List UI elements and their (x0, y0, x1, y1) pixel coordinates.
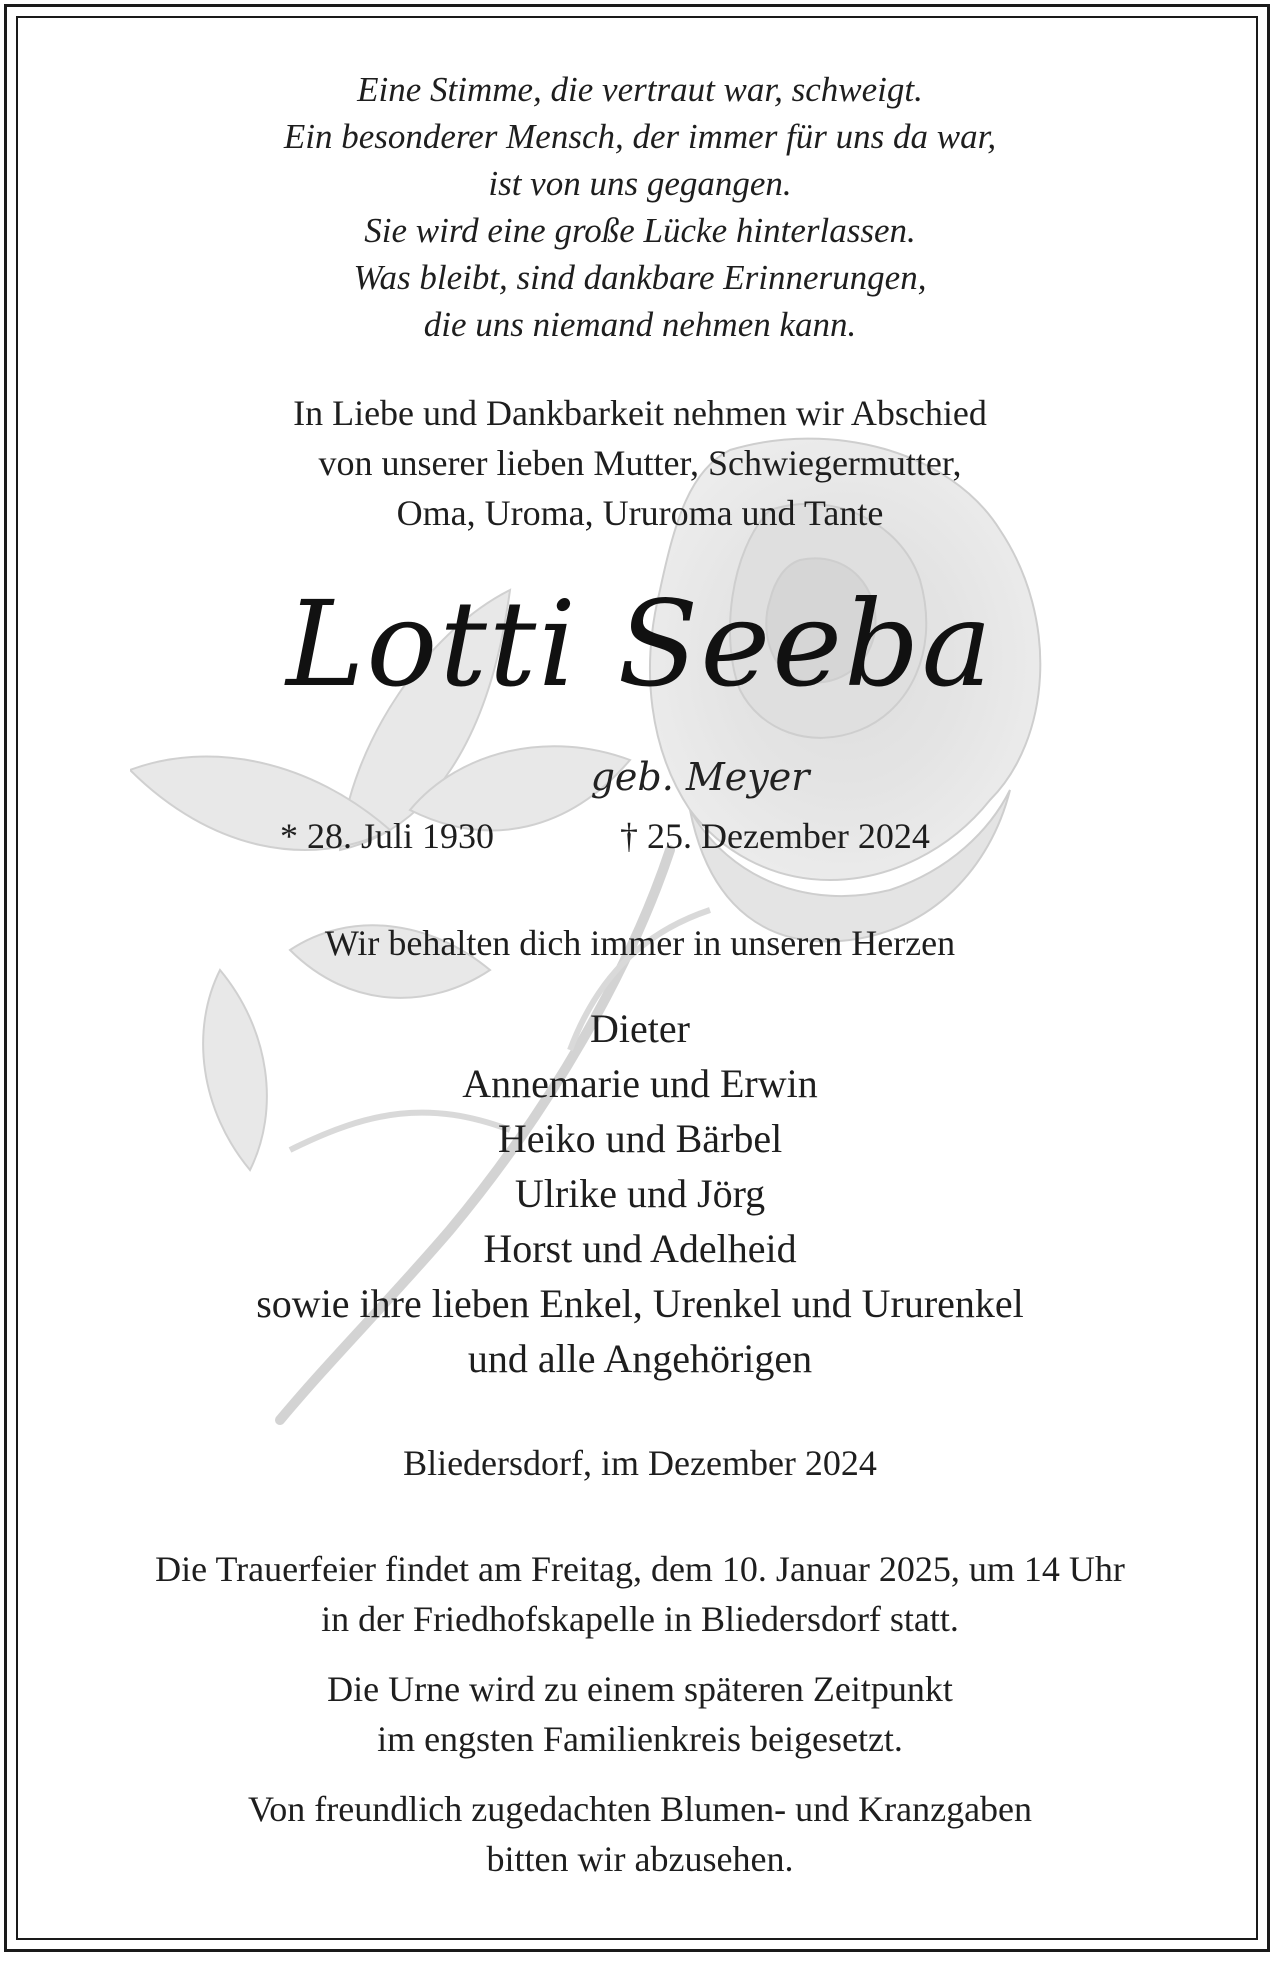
birth-date: * 28. Juli 1930 (280, 816, 495, 856)
family-line: Annemarie und Erwin (462, 1061, 818, 1106)
flowers-line: bitten wir abzusehen. (486, 1839, 794, 1879)
rose-illustration (130, 410, 1160, 1430)
motto: Wir behalten dich immer in unseren Herzen (324, 923, 956, 963)
flowers-line: Von freundlich zugedachten Blumen- und Kranzgaben (247, 1789, 1033, 1829)
family-line: Ulrike und Jörg (514, 1171, 766, 1216)
funeral-line: Die Trauerfeier findet am Freitag, dem 10. Januar 2025, um 14 Uhr (155, 1549, 1125, 1589)
funeral-line: in der Friedhofskapelle in Bliedersdorf statt. (321, 1599, 959, 1639)
intro-line: In Liebe und Dankbarkeit nehmen wir Abschied (293, 393, 987, 433)
poem-line: Eine Stimme, die vertraut war, schweigt. (357, 70, 923, 109)
family-line: sowie ihre lieben Enkel, Urenkel und Ururenkel (256, 1281, 1024, 1326)
poem-line: ist von uns gegangen. (488, 164, 792, 203)
deceased-name: Lotti Seeba (286, 575, 994, 713)
poem-line: Sie wird eine große Lücke hinterlassen. (364, 211, 916, 250)
intro-line: Oma, Uroma, Ururoma und Tante (396, 493, 884, 533)
poem-line: die uns niemand nehmen kann. (423, 305, 857, 344)
family-line: Heiko und Bärbel (497, 1116, 783, 1161)
poem-line: Ein besonderer Mensch, der immer für uns da war, (283, 117, 997, 156)
death-date: † 25. Dezember 2024 (620, 816, 930, 856)
poem-line: Was bleibt, sind dankbare Erinnerungen, (353, 258, 927, 297)
place-date: Bliedersdorf, im Dezember 2024 (403, 1443, 877, 1483)
family-line: Dieter (590, 1006, 690, 1051)
family-line: und alle Angehörigen (467, 1336, 813, 1381)
intro-line: von unserer lieben Mutter, Schwiegermutter, (318, 443, 962, 483)
family-line: Horst und Adelheid (483, 1226, 797, 1271)
urn-line: im engsten Familienkreis beigesetzt. (377, 1719, 903, 1759)
maiden-name: geb. Meyer (590, 755, 810, 799)
urn-line: Die Urne wird zu einem späteren Zeitpunkt (327, 1669, 953, 1709)
life-dates (40, 815, 1240, 865)
